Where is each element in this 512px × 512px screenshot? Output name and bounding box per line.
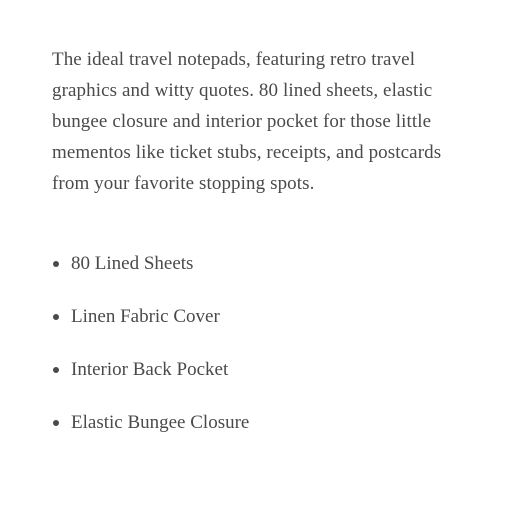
feature-list-item [52,396,472,449]
feature-label: Interior Back Pocket [71,358,229,380]
bullet-icon [53,261,59,267]
bullet-icon [53,314,59,320]
product-description-text: The ideal travel notepads, featuring retro travel graphics and witty quotes. 80 lined sheets, elastic bungee closure and interior pocket for those little mementos like ticket stubs, receipts, and postcards from your favorite stopping spots. [52,49,442,194]
bullet-icon [53,367,59,373]
feature-list-item [52,343,472,396]
feature-label: Linen Fabric Cover [71,305,220,327]
feature-label: Elastic Bungee Closure [71,411,250,433]
feature-list-item [52,290,472,343]
feature-list-item [52,237,472,290]
feature-label: 80 Lined Sheets [71,252,194,274]
feature-list [52,237,472,449]
bullet-icon [53,420,59,426]
